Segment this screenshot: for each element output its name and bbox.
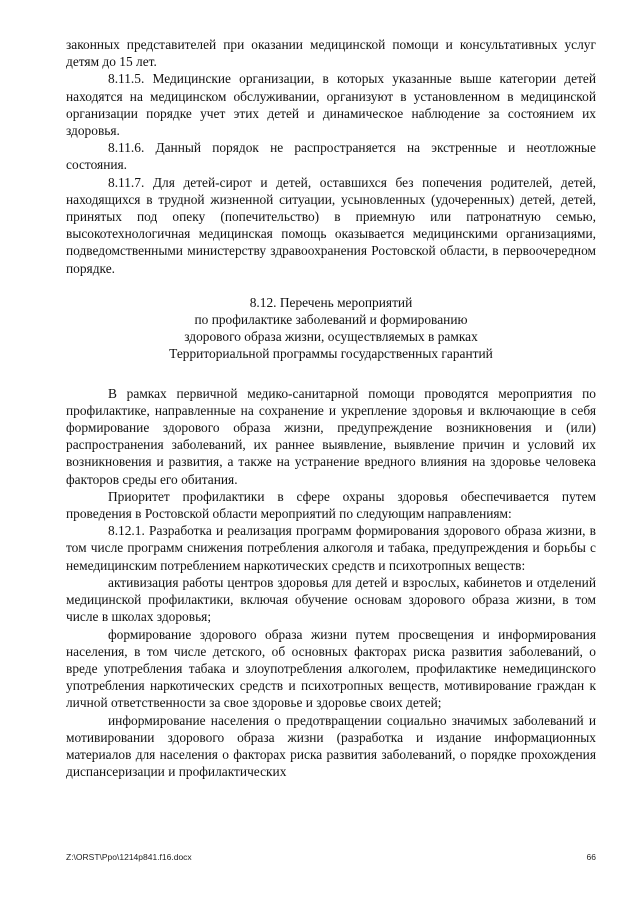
paragraph-8-12-1: 8.12.1. Разработка и реализация программ формирования здорового образа жизни, в том числе программ снижения потребления алкоголя и табака, предупреждения и борьбы с немедицинским потреблением наркотических средств и психотропных веществ: [66, 523, 596, 573]
page-number: 66 [586, 852, 596, 862]
heading-line-1: 8.12. Перечень мероприятий [249, 294, 413, 310]
paragraph-8-11-6: 8.11.6. Данный порядок не распространяется на экстренные и неотложные состояния. [66, 140, 596, 173]
heading-line-3: здорового образа жизни, осуществляемых в рамках [184, 329, 478, 345]
paragraph-healthy-lifestyle: формирование здорового образа жизни путем просвещения и информирования населения, в том числе детского, об основных факторах риска развития заболеваний, о вреде употребления табака и злоупотребления алкоголем, профилактике немедицинского употребления наркотических средств и психотропных веществ, мотивирование граждан к личной ответственности за свое здоровье и здоровье своих детей; [66, 626, 596, 711]
paragraph-health-centers: активизация работы центров здоровья для детей и взрослых, кабинетов и отделений медицинской профилактики, включая обучение основам здорового образа жизни, в том числе в школах здоровья; [66, 574, 596, 625]
paragraph-informing: информирование населения о предотвращении социально значимых заболеваний и мотивировании здорового образа жизни (разработка и издание информационных материалов для населения о факторах риска развития заболеваний, о порядке прохождения диспансеризации и профилактических [66, 712, 596, 780]
paragraph-priority: Приоритет профилактики в сфере охраны здоровья обеспечивается путем проведения в Ростовской области мероприятий по следующим направлениям: [66, 488, 596, 522]
paragraph-primary-care: В рамках первичной медико-санитарной помощи проводятся мероприятия по профилактике, направленные на сохранение и укрепление здоровья и включающие в себя формирование здорового образа жизни, предупреждение возникновения и (или) распространения заболеваний, их раннее выявление, выявление причин и условий их возникновения и развития, а также на устранение вредного влияния на здоровье человека факторов среды его обитания. [66, 385, 596, 487]
section-heading [66, 294, 596, 363]
heading-line-4: Территориальной программы государственных гарантий [169, 346, 493, 362]
paragraph-8-11-7: 8.11.7. Для детей-сирот и детей, оставшихся без попечения родителей, детей, находящихся в трудной жизненной ситуации, усыновленных (удочеренных) детей, детей, принятых под опеку (попечительство) в приемную или патронатную семью, высокотехнологичная медицинская помощь оказывается медицинскими организациями, подведомственными министерству здравоохранения Ростовской области, в первоочередном порядке. [66, 174, 596, 276]
file-path: Z:\ORST\Ppo\1214p841.f16.docx [66, 852, 192, 862]
document-body [66, 36, 596, 780]
heading-line-2: по профилактике заболеваний и формированию [194, 312, 468, 328]
paragraph-continuation: законных представителей при оказании медицинской помощи и консультативных услуг детям до 15 лет. [66, 37, 596, 70]
paragraph-8-11-5: 8.11.5. Медицинские организации, в которых указанные выше категории детей находятся на медицинском обслуживании, организуют в установленном в медицинской организации порядке учет этих детей и динамическое наблюдение за состоянием их здоровья. [66, 71, 596, 139]
